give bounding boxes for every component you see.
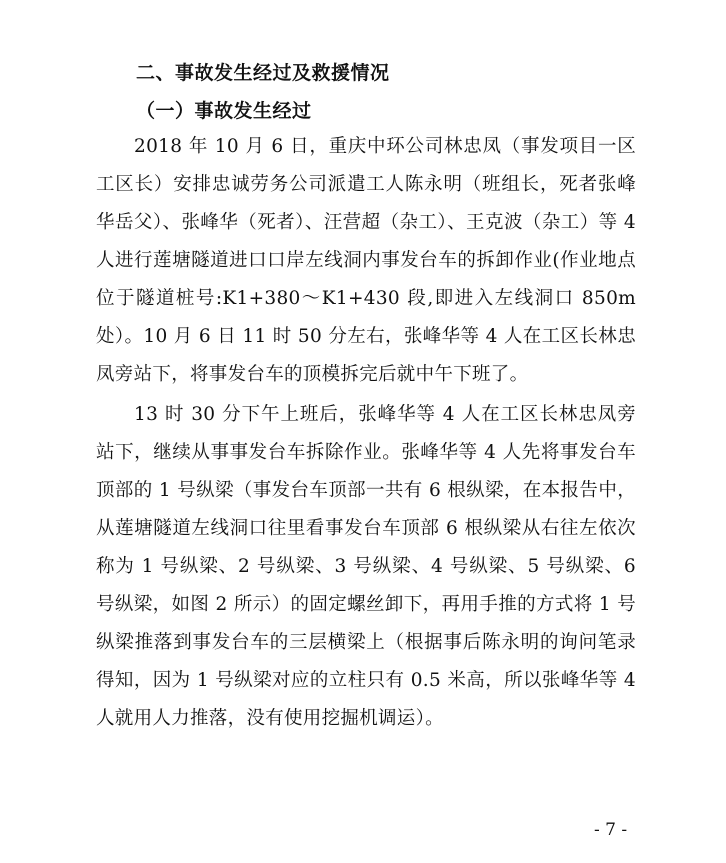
paragraph-1: 2018 年 10 月 6 日，重庆中环公司林忠凤（事发项目一区工区长）安排忠诚劳务公司派遣工人陈永明（班组长，死者张峰华岳父）、张峰华（死者）、汪营超（杂工）、王克波（杂工）等 4 人进行莲塘隧道进口口岸左线洞内事发台车的拆卸作业(作业地点位于隧道桩号:K1+380～K1+430 段,即进入左线洞口 850m 处）。10 月 6 日 11 时 50 分左右，张峰华等 4 人在工区长林忠凤旁站下，将事发台车的顶模拆完后就中午下班了。 <box>96 136 636 385</box>
paragraph-2: 13 时 30 分下午上班后，张峰华等 4 人在工区长林忠凤旁站下，继续从事事发台车拆除作业。张峰华等 4 人先将事发台车顶部的 1 号纵梁（事发台车顶部一共有 6 根纵梁，在本报告中，从莲塘隧道左线洞口往里看事发台车顶部 6 根纵梁从右往左依次称为 1 号纵梁、2 号纵梁、3 号纵梁、4 号纵梁、5 号纵梁、6 号纵梁，如图 2 所示）的固定螺丝卸下，再用手推的方式将 1 号纵梁推落到事发台车的三层横梁上（根据事后陈永明的询问笔录得知，因为 1 号纵梁对应的立柱只有 0.5 米高，所以张峰华等 4 人就用人力推落，没有使用挖掘机调运）。 <box>96 404 636 729</box>
section-heading: 二、事故发生经过及救援情况 <box>136 62 390 84</box>
subsection-heading: （一）事故发生经过 <box>136 100 312 122</box>
page-number: - 7 - <box>594 820 628 840</box>
